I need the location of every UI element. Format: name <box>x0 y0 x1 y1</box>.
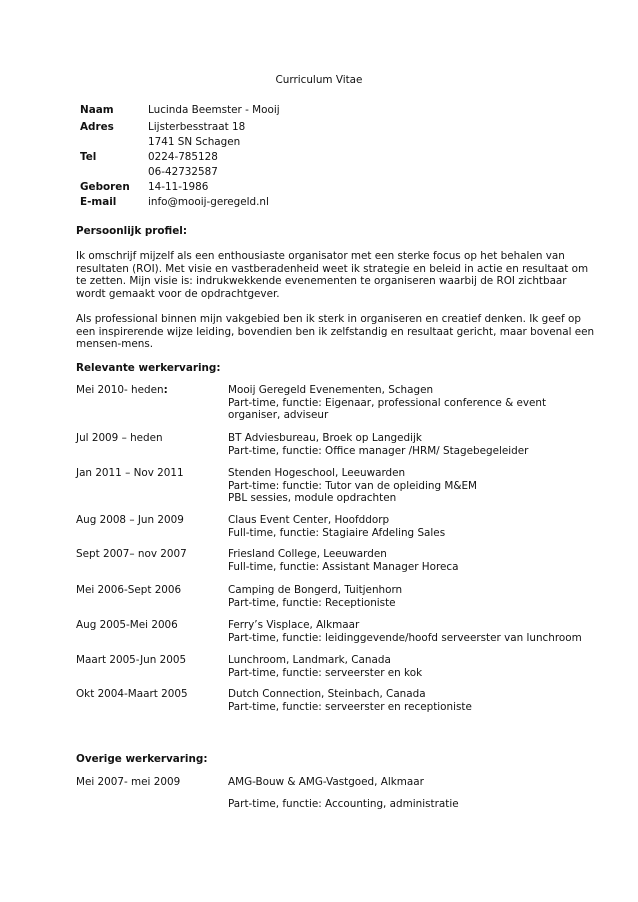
profile-heading: Persoonlijk profiel: <box>76 225 188 237</box>
job-details <box>228 619 582 644</box>
job-line: BT Adviesbureau, Broek op Langedijk <box>228 432 422 444</box>
job-details <box>228 514 445 539</box>
job-period: Jan 2011 – Nov 2011 <box>76 467 184 479</box>
job-period: Mei 2010- heden: <box>76 384 168 396</box>
job-line: Full-time, functie: Stagiaire Afdeling Sales <box>228 526 446 539</box>
document-title: Curriculum Vitae <box>275 74 363 86</box>
job-line <box>228 789 459 798</box>
job-details <box>228 584 402 609</box>
other-experience-heading: Overige werkervaring: <box>76 753 208 765</box>
job-details <box>228 654 422 679</box>
job-period: Okt 2004-Maart 2005 <box>76 688 188 700</box>
job-details <box>228 384 546 422</box>
job-line: PBL sessies, module opdrachten <box>228 492 397 505</box>
paragraph-line: te zetten. Mijn visie is: indrukwekkende evenementen te organiseren waarbij de ROI zichtbaar <box>76 275 567 288</box>
job-line: Part-time, functie: Receptioniste <box>228 596 396 609</box>
info-label: Adres <box>80 121 114 133</box>
info-label: Tel <box>80 151 97 163</box>
job-line: Part-time, functie: serveerster en receptioniste <box>228 700 472 713</box>
job-line: Friesland College, Leeuwarden <box>228 548 387 560</box>
info-value: 06-42732587 <box>148 166 218 178</box>
job-line: Part-time, functie: leidinggevende/hoofd serveerster van lunchroom <box>228 631 582 644</box>
job-line: Claus Event Center, Hoofddorp <box>228 514 390 526</box>
job-details <box>228 776 459 810</box>
job-period: Aug 2008 – Jun 2009 <box>76 514 184 526</box>
job-details <box>228 548 458 573</box>
paragraph-line: mensen-mens. <box>76 338 154 351</box>
job-line: Part-time, functie: Eigenaar, professional conference & event <box>228 396 547 409</box>
job-details <box>228 688 472 713</box>
paragraph-line: Als professional binnen mijn vakgebied ben ik sterk in organiseren en creatief denken. Ik geef op <box>76 313 581 325</box>
job-line: Part-time: functie: Tutor van de opleiding M&EM <box>228 479 477 492</box>
job-period: Maart 2005-Jun 2005 <box>76 654 187 666</box>
info-label: E-mail <box>80 196 117 208</box>
job-line: Ferry’s Visplace, Alkmaar <box>228 619 360 631</box>
job-line: Camping de Bongerd, Tuitjenhorn <box>228 584 403 596</box>
info-value: Lucinda Beemster - Mooij <box>148 104 280 116</box>
info-value: 0224-785128 <box>148 151 218 163</box>
job-period: Jul 2009 – heden <box>76 432 163 444</box>
relevant-experience-heading: Relevante werkervaring: <box>76 362 221 374</box>
paragraph-line: resultaten (ROI). Met visie en vastberadenheid weet ik strategie en beleid in actie en resultaat om <box>76 262 589 275</box>
job-line: Part-time, functie: Office manager /HRM/ Stagebegeleider <box>228 444 529 457</box>
job-line: Stenden Hogeschool, Leeuwarden <box>228 467 406 479</box>
job-line: Lunchroom, Landmark, Canada <box>228 654 391 666</box>
info-value: 14-11-1986 <box>148 181 209 193</box>
paragraph-line: wordt gemaakt voor de opdrachtgever. <box>76 287 280 300</box>
job-period: Aug 2005-Mei 2006 <box>76 619 178 631</box>
job-details <box>228 432 528 457</box>
job-line: Dutch Connection, Steinbach, Canada <box>228 688 426 700</box>
job-period: Sept 2007– nov 2007 <box>76 548 187 560</box>
paragraph-line: een inspirerende wijze leiding, bovendien ben ik zelfstandig en resultaat gericht, maar bovenal een <box>76 325 595 338</box>
job-line: Part-time, functie: serveerster en kok <box>228 666 423 679</box>
job-line: Part-time, functie: Accounting, administratie <box>228 797 459 810</box>
job-line: Full-time, functie: Assistant Manager Horeca <box>228 560 459 573</box>
info-label: Naam <box>80 104 114 116</box>
info-value: info@mooij-geregeld.nl <box>148 196 269 208</box>
job-line: AMG-Bouw & AMG-Vastgoed, Alkmaar <box>228 776 424 788</box>
info-label: Geboren <box>80 181 130 193</box>
profile-paragraph-2 <box>76 313 595 351</box>
paragraph-line: Ik omschrijf mijzelf als een enthousiaste organisator met een sterke focus op het behalen van <box>76 250 565 262</box>
job-period: Mei 2007- mei 2009 <box>76 776 181 788</box>
job-line: Mooij Geregeld Evenementen, Schagen <box>228 384 434 396</box>
job-details <box>228 467 477 505</box>
job-line: organiser, adviseur <box>228 409 329 422</box>
profile-paragraph-1 <box>76 250 589 300</box>
info-value: 1741 SN Schagen <box>148 136 241 148</box>
info-value: Lijsterbesstraat 18 <box>148 121 246 133</box>
job-period: Mei 2006-Sept 2006 <box>76 584 182 596</box>
